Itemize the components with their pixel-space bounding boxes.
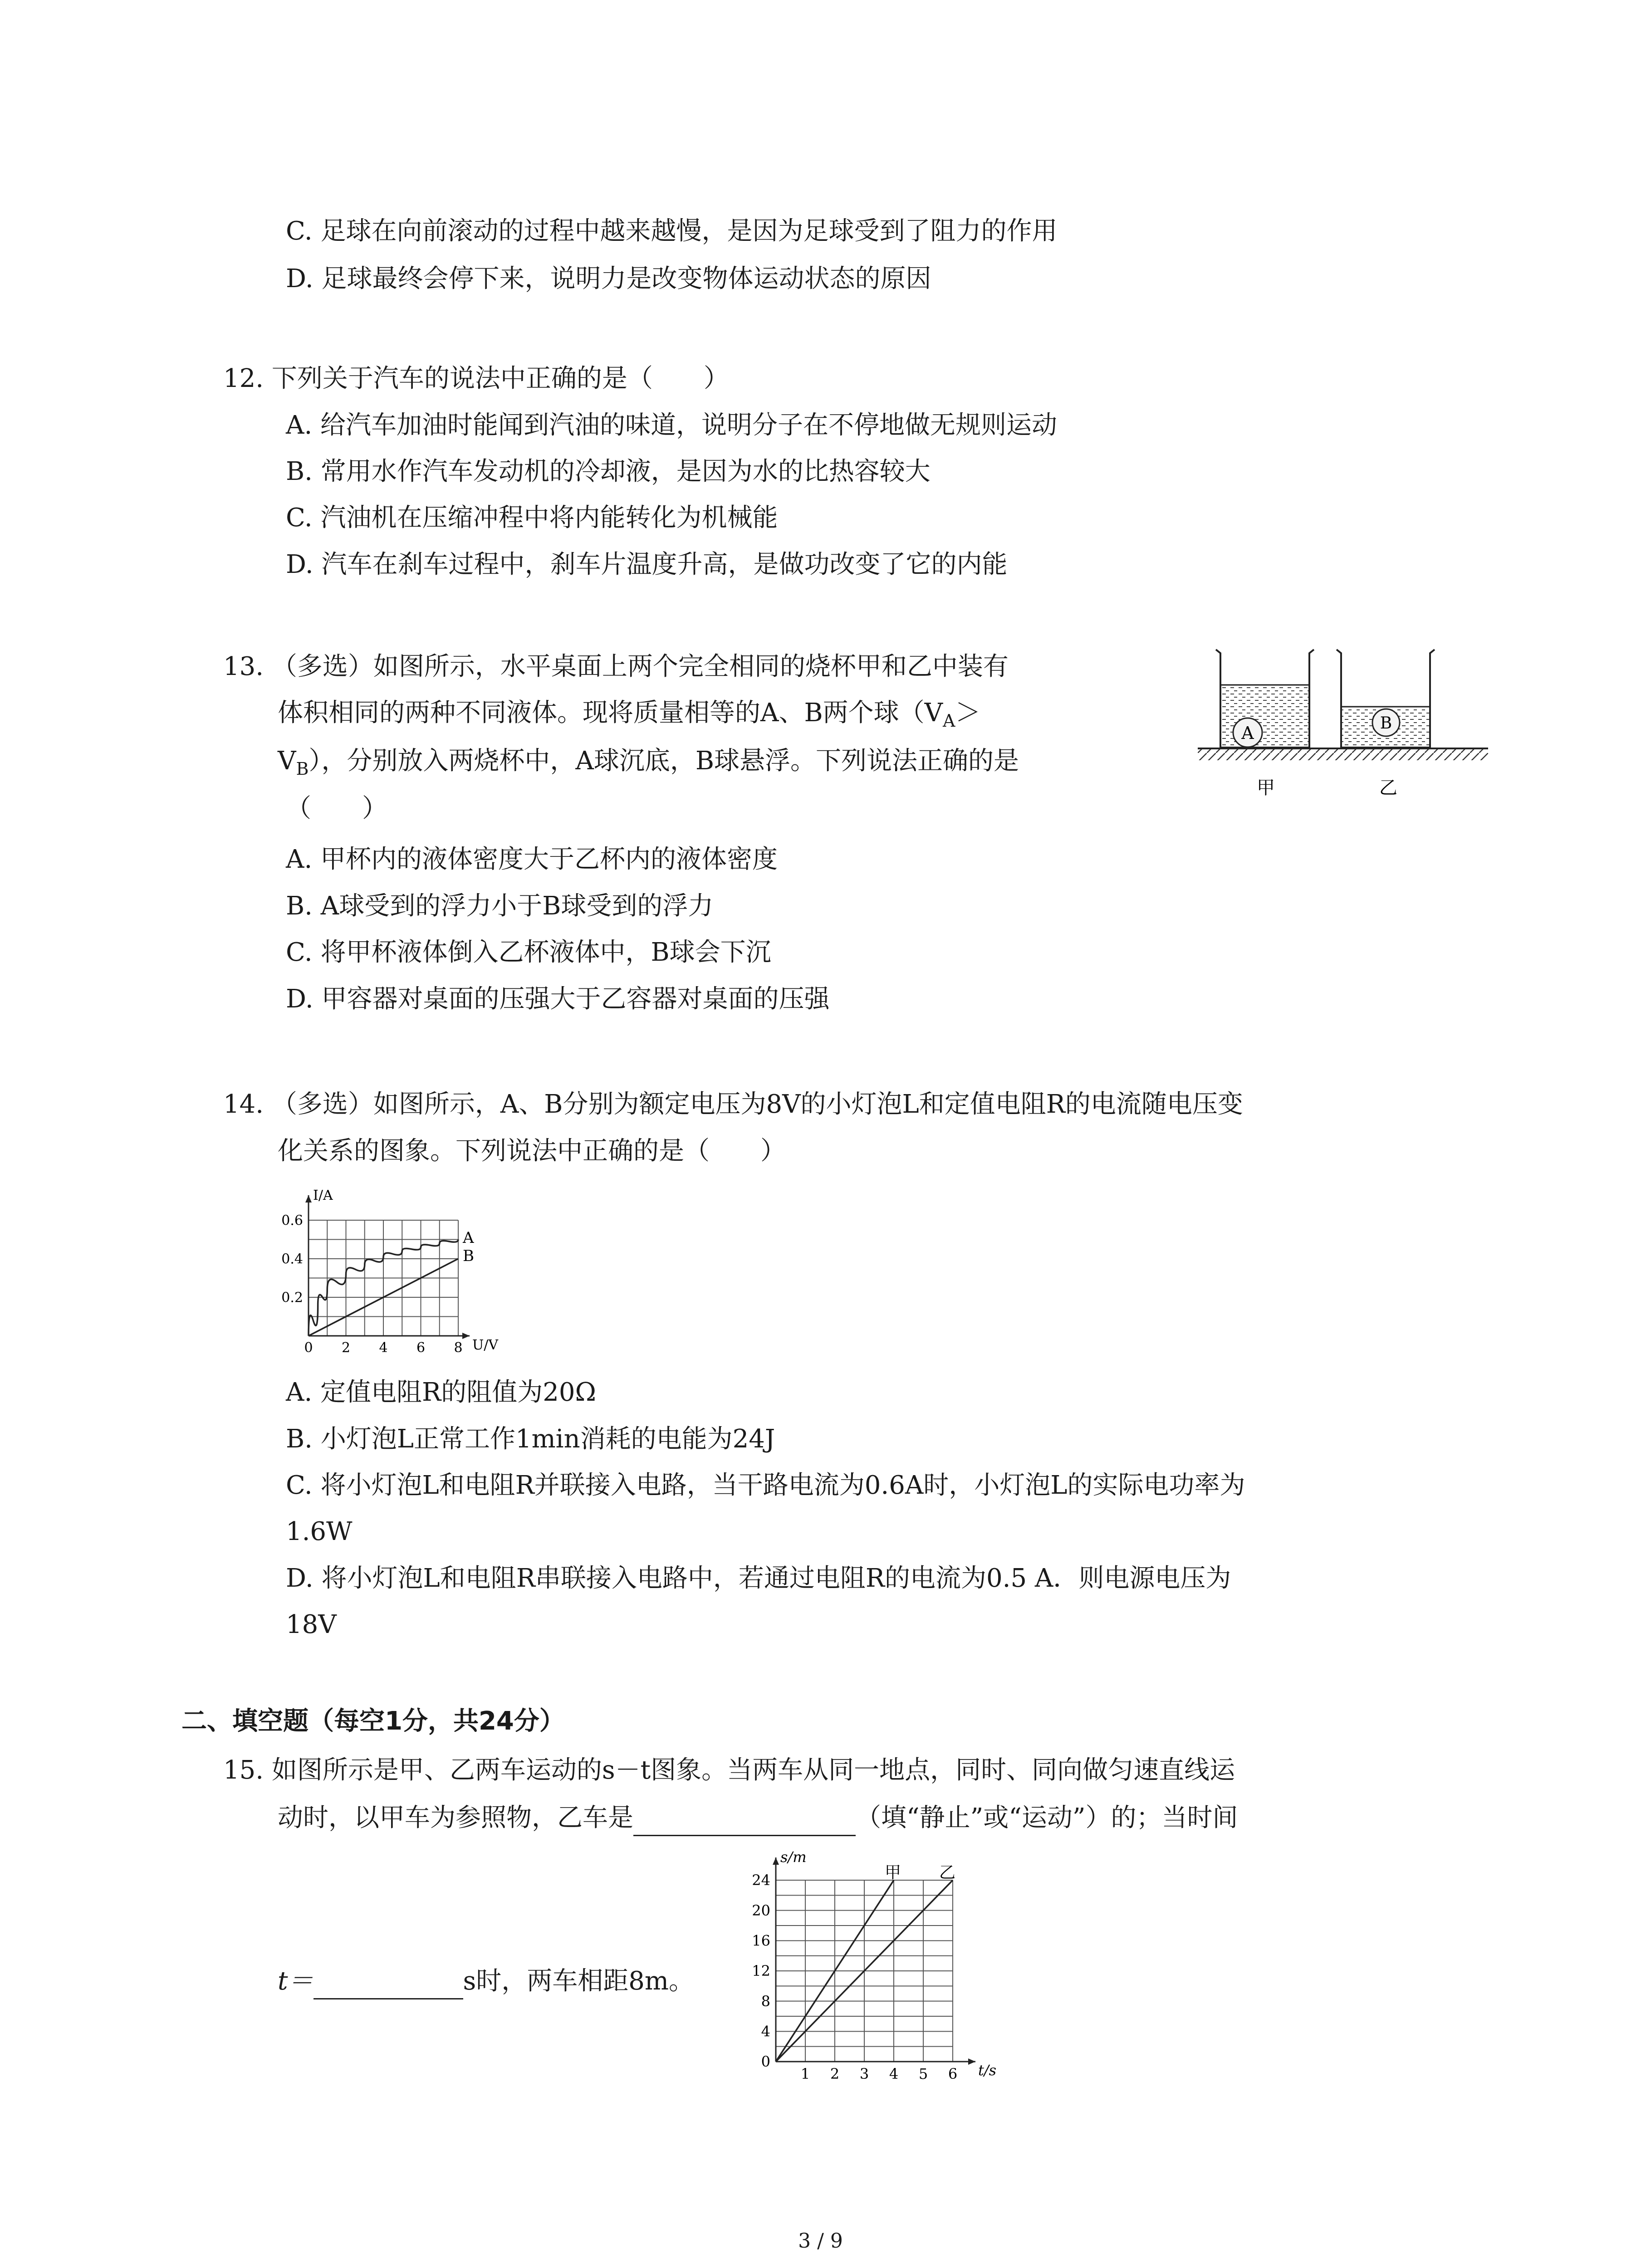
- x-tick-label: 1: [800, 2065, 810, 2082]
- y-tick-label: 8: [761, 1992, 770, 2010]
- q12-stem: 12. 下列关于汽车的说法中正确的是（ ）: [223, 364, 729, 393]
- x-tick-label: 0: [304, 1340, 313, 1356]
- y-tick-label: 0.4: [281, 1251, 303, 1267]
- x-tick-label: 2: [830, 2065, 840, 2082]
- q12-option-d: D. 汽车在刹车过程中，刹车片温度升高，是做功改变了它的内能: [286, 550, 1008, 579]
- y-axis-label: s/m: [780, 1848, 807, 1866]
- y-tick-label: 0.2: [281, 1290, 303, 1306]
- ball-b-label: B: [1380, 714, 1392, 733]
- y-axis-arrow: [773, 1857, 779, 1865]
- x-tick-label: 6: [416, 1340, 426, 1356]
- q15-stem-line3: t＝ s时，两车相距8m。: [278, 1963, 694, 1999]
- q13-option-a: A. 甲杯内的液体密度大于乙杯内的液体密度: [286, 845, 778, 874]
- answer-blank-1[interactable]: [633, 1807, 856, 1836]
- beaker-figure: [1189, 635, 1497, 807]
- q13-stem-line3: $V_B$），分别放入两烧杯中，A球沉底，B球悬浮。下列说法正确的是: [278, 746, 1019, 779]
- q13-stem-line2: 体积相同的两种不同液体。现将质量相等的A、B两个球（$V_A>$: [278, 698, 981, 731]
- x-axis-arrow: [968, 2058, 975, 2065]
- y-tick-label: 20: [752, 1901, 770, 1919]
- q12-option-c: C. 汽油机在压缩冲程中将内能转化为机械能: [286, 503, 778, 533]
- section-title: 二、填空题（每空1分，共24分）: [181, 1706, 565, 1736]
- x-tick-label: 3: [859, 2065, 869, 2082]
- series-label-甲: 甲: [885, 1863, 901, 1882]
- y-axis-label: I/A: [313, 1188, 333, 1203]
- series-label-B: B: [463, 1247, 474, 1265]
- q14-option-d-line1: D. 将小灯泡L和电阻R串联接入电路中，若通过电阻R的电流为0.5 A．则电源电压为: [286, 1564, 1231, 1593]
- q15-stem-line1: 15. 如图所示是甲、乙两车运动的s－t图象。当两车从同一地点，同时、同向做匀速直线运: [223, 1755, 1235, 1785]
- ball-a-label: A: [1241, 723, 1254, 743]
- q14-option-d-line2: 18V: [286, 1610, 337, 1639]
- q14-option-c-line1: C. 将小灯泡L和电阻R并联接入电路，当干路电流为0.6A时，小灯泡L的实际电功率为: [286, 1471, 1245, 1500]
- q14-option-a: A. 定值电阻R的阻值为20Ω: [286, 1378, 596, 1407]
- q14-option-b: B. 小灯泡L正常工作1min消耗的电能为24J: [286, 1424, 775, 1454]
- page-number: 3 / 9: [798, 2229, 843, 2253]
- x-tick-label: 2: [341, 1340, 351, 1356]
- q13-stem-line4: （ ）: [286, 794, 387, 823]
- q12-option-a: A. 给汽车加油时能闻到汽油的味道，说明分子在不停地做无规则运动: [286, 411, 1058, 440]
- series-label-乙: 乙: [939, 1863, 956, 1882]
- q13-stem-line1: 13. （多选）如图所示，水平桌面上两个完全相同的烧杯甲和乙中装有: [223, 652, 1009, 681]
- q11-option-d: D. 足球最终会停下来，说明力是改变物体运动状态的原因: [286, 264, 931, 293]
- q13-option-c: C. 将甲杯液体倒入乙杯液体中，B球会下沉: [286, 938, 771, 967]
- q12-option-b: B. 常用水作汽车发动机的冷却液，是因为水的比热容较大: [286, 457, 931, 486]
- x-axis-label: U/V: [472, 1337, 499, 1353]
- label-yi: 乙: [1379, 777, 1397, 798]
- y-tick-label: 0.6: [281, 1212, 303, 1229]
- q13-option-b: B. A球受到的浮力小于B球受到的浮力: [286, 891, 714, 921]
- q14-stem-line1: 14. （多选）如图所示，A、B分别为额定电压为8V的小灯泡L和定值电阻R的电流随电压变: [223, 1090, 1243, 1119]
- x-axis-label: t/s: [978, 2062, 997, 2079]
- y-tick-label: 12: [752, 1962, 770, 1980]
- q11-option-c: C. 足球在向前滚动的过程中越来越慢，是因为足球受到了阻力的作用: [286, 216, 1058, 246]
- answer-blank-2[interactable]: [314, 1970, 463, 1999]
- q13-option-d: D. 甲容器对桌面的压强大于乙容器对桌面的压强: [286, 984, 830, 1014]
- q14-stem-line2: 化关系的图象。下列说法中正确的是（ ）: [278, 1136, 786, 1166]
- distance-time-chart: [735, 1844, 1043, 2102]
- y-tick-label: 0: [761, 2053, 770, 2071]
- y-axis-arrow: [305, 1195, 312, 1202]
- q14-option-c-line2: 1.6W: [286, 1517, 353, 1546]
- q15-stem-line2: 动时，以甲车为参照物，乙车是 （填“静止”或“运动”）的；当时间: [278, 1800, 1238, 1836]
- y-tick-label: 24: [752, 1872, 770, 1889]
- y-tick-label: 4: [761, 2023, 770, 2040]
- current-voltage-chart: [272, 1179, 526, 1370]
- x-axis-arrow: [462, 1333, 470, 1339]
- label-jia: 甲: [1257, 777, 1275, 798]
- y-tick-label: 16: [752, 1932, 770, 1950]
- x-tick-label: 6: [948, 2065, 958, 2082]
- x-tick-label: 5: [918, 2065, 928, 2082]
- x-tick-label: 4: [889, 2065, 899, 2082]
- x-tick-label: 4: [379, 1340, 388, 1356]
- series-label-A: A: [463, 1229, 474, 1247]
- x-tick-label: 8: [454, 1340, 463, 1356]
